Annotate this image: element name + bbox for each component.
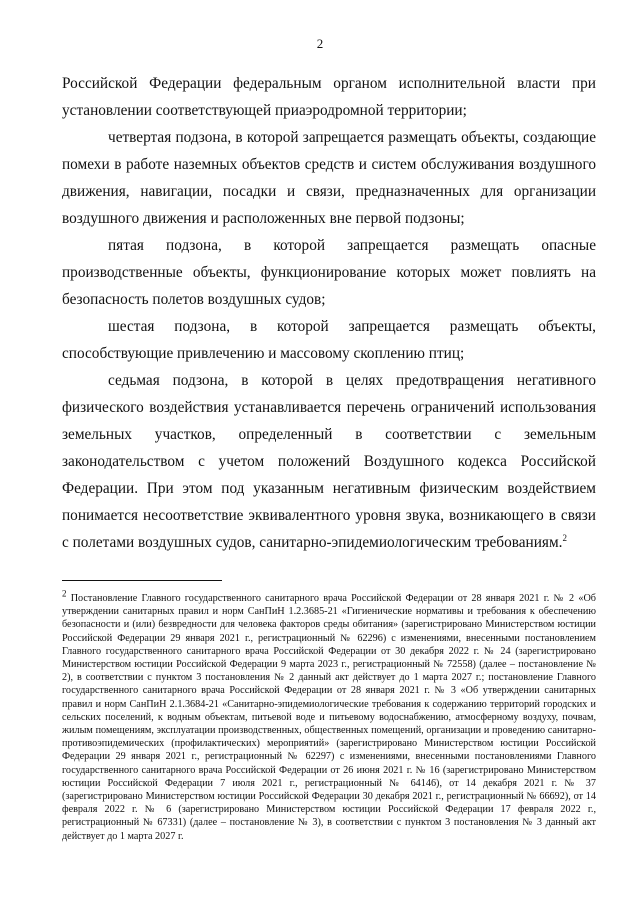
paragraph-text: шестая подзона, в которой запрещается размещать объекты, способствующие привлечению и массовому скоплению птиц; <box>62 318 596 362</box>
paragraph-text: седьмая подзона, в которой в целях предотвращения негативного физического воздействия устанавливается перечень ограничений использования земельных участков, определенный в соответствии с земельным законодательством с учетом положений Воздушного кодекса Российской Федерации. При этом под указанным негативным физическим воздействием понимается несоответствие эквивалентного уровня звука, возникающего в связи с полетами воздушных судов, санитарно-эпидемиологическим требованиям. <box>62 372 596 551</box>
paragraph-subzone-4 <box>62 124 596 232</box>
page-number: 2 <box>316 36 324 51</box>
footnote-marker: 2 <box>62 588 67 599</box>
footnote <box>62 588 596 843</box>
footnote-divider <box>62 580 222 581</box>
body-text <box>62 70 596 556</box>
paragraph-subzone-5 <box>62 232 596 313</box>
paragraph-text: пятая подзона, в которой запрещается размещать опасные производственные объекты, функционирование которых может повлиять на безопасность полетов воздушных судов; <box>62 237 596 308</box>
paragraph-text: Российской Федерации федеральным органом исполнительной власти при установлении соответствующей приаэродромной территории; <box>62 75 596 119</box>
paragraph-text: четвертая подзона, в которой запрещается размещать объекты, создающие помехи в работе наземных объектов средств и систем обслуживания воздушного движения, навигации, посадки и связи, предназначенных для организации воздушного движения и расположенных вне первой подзоны; <box>62 129 596 227</box>
footnote-text: Постановление Главного государственного санитарного врача Российской Федерации от 28 января 2021 г. № 2 «Об утверждении санитарных правил и норм СанПиН 1.2.3685-21 «Гигиенические нормативы и требования к обеспечению безопасности и (или) безвредности для человека факторов среды обитания» (зарегистрировано Министерством юстиции Российской Федерации 29 января 2021 г., регистрационный № 62296) с изменениями, внесенными постановлением Главного государственного санитарного врача Российской Федерации от 30 декабря 2022 г. № 24 (зарегистрировано Министерством юстиции Российской Федерации 9 марта 2023 г., регистрационный № 72558) (далее – постановление № 2), в соответствии с пунктом 3 постановления № 2 данный акт действует до 1 марта 2027 г.; постановление Главного государственного санитарного врача Российской Федерации от 28 января 2021 г. № 3 «Об утверждении санитарных правил и норм СанПиН 2.1.3684-21 «Санитарно-эпидемиологические требования к содержанию территорий городских и сельских поселений, к водным объектам, питьевой воде и питьевому водоснабжению, атмосферному воздуху, почвам, жилым помещениям, эксплуатации производственных, общественных помещений, организации и проведению санитарно-противоэпидемических (профилактических) мероприятий» (зарегистрировано Министерством юстиции Российской Федерации 29 января 2021 г., регистрационный № 62297) с изменениями, внесенными постановлениями Главного государственного санитарного врача Российской Федерации от 26 июня 2021 г. № 16 (зарегистрировано Министерством юстиции Российской Федерации 7 июля 2021 г., регистрационный № 64146), от 14 декабря 2021 г. № 37 (зарегистрировано Министерством юстиции Российской Федерации 30 декабря 2021 г., регистрационный № 66692), от 14 февраля 2022 г. № 6 (зарегистрировано Министерством юстиции Российской Федерации 17 февраля 2022 г., регистрационный № 67331) (далее – постановление № 3), в соответствии с пунктом 3 постановления № 3 данный акт действует до 1 марта 2027 г. <box>62 593 596 842</box>
paragraph-continuation <box>62 70 596 124</box>
footnote-reference[interactable]: 2 <box>562 532 567 543</box>
paragraph-subzone-6 <box>62 313 596 367</box>
paragraph-subzone-7 <box>62 367 596 556</box>
footnote-text-block <box>62 588 596 843</box>
